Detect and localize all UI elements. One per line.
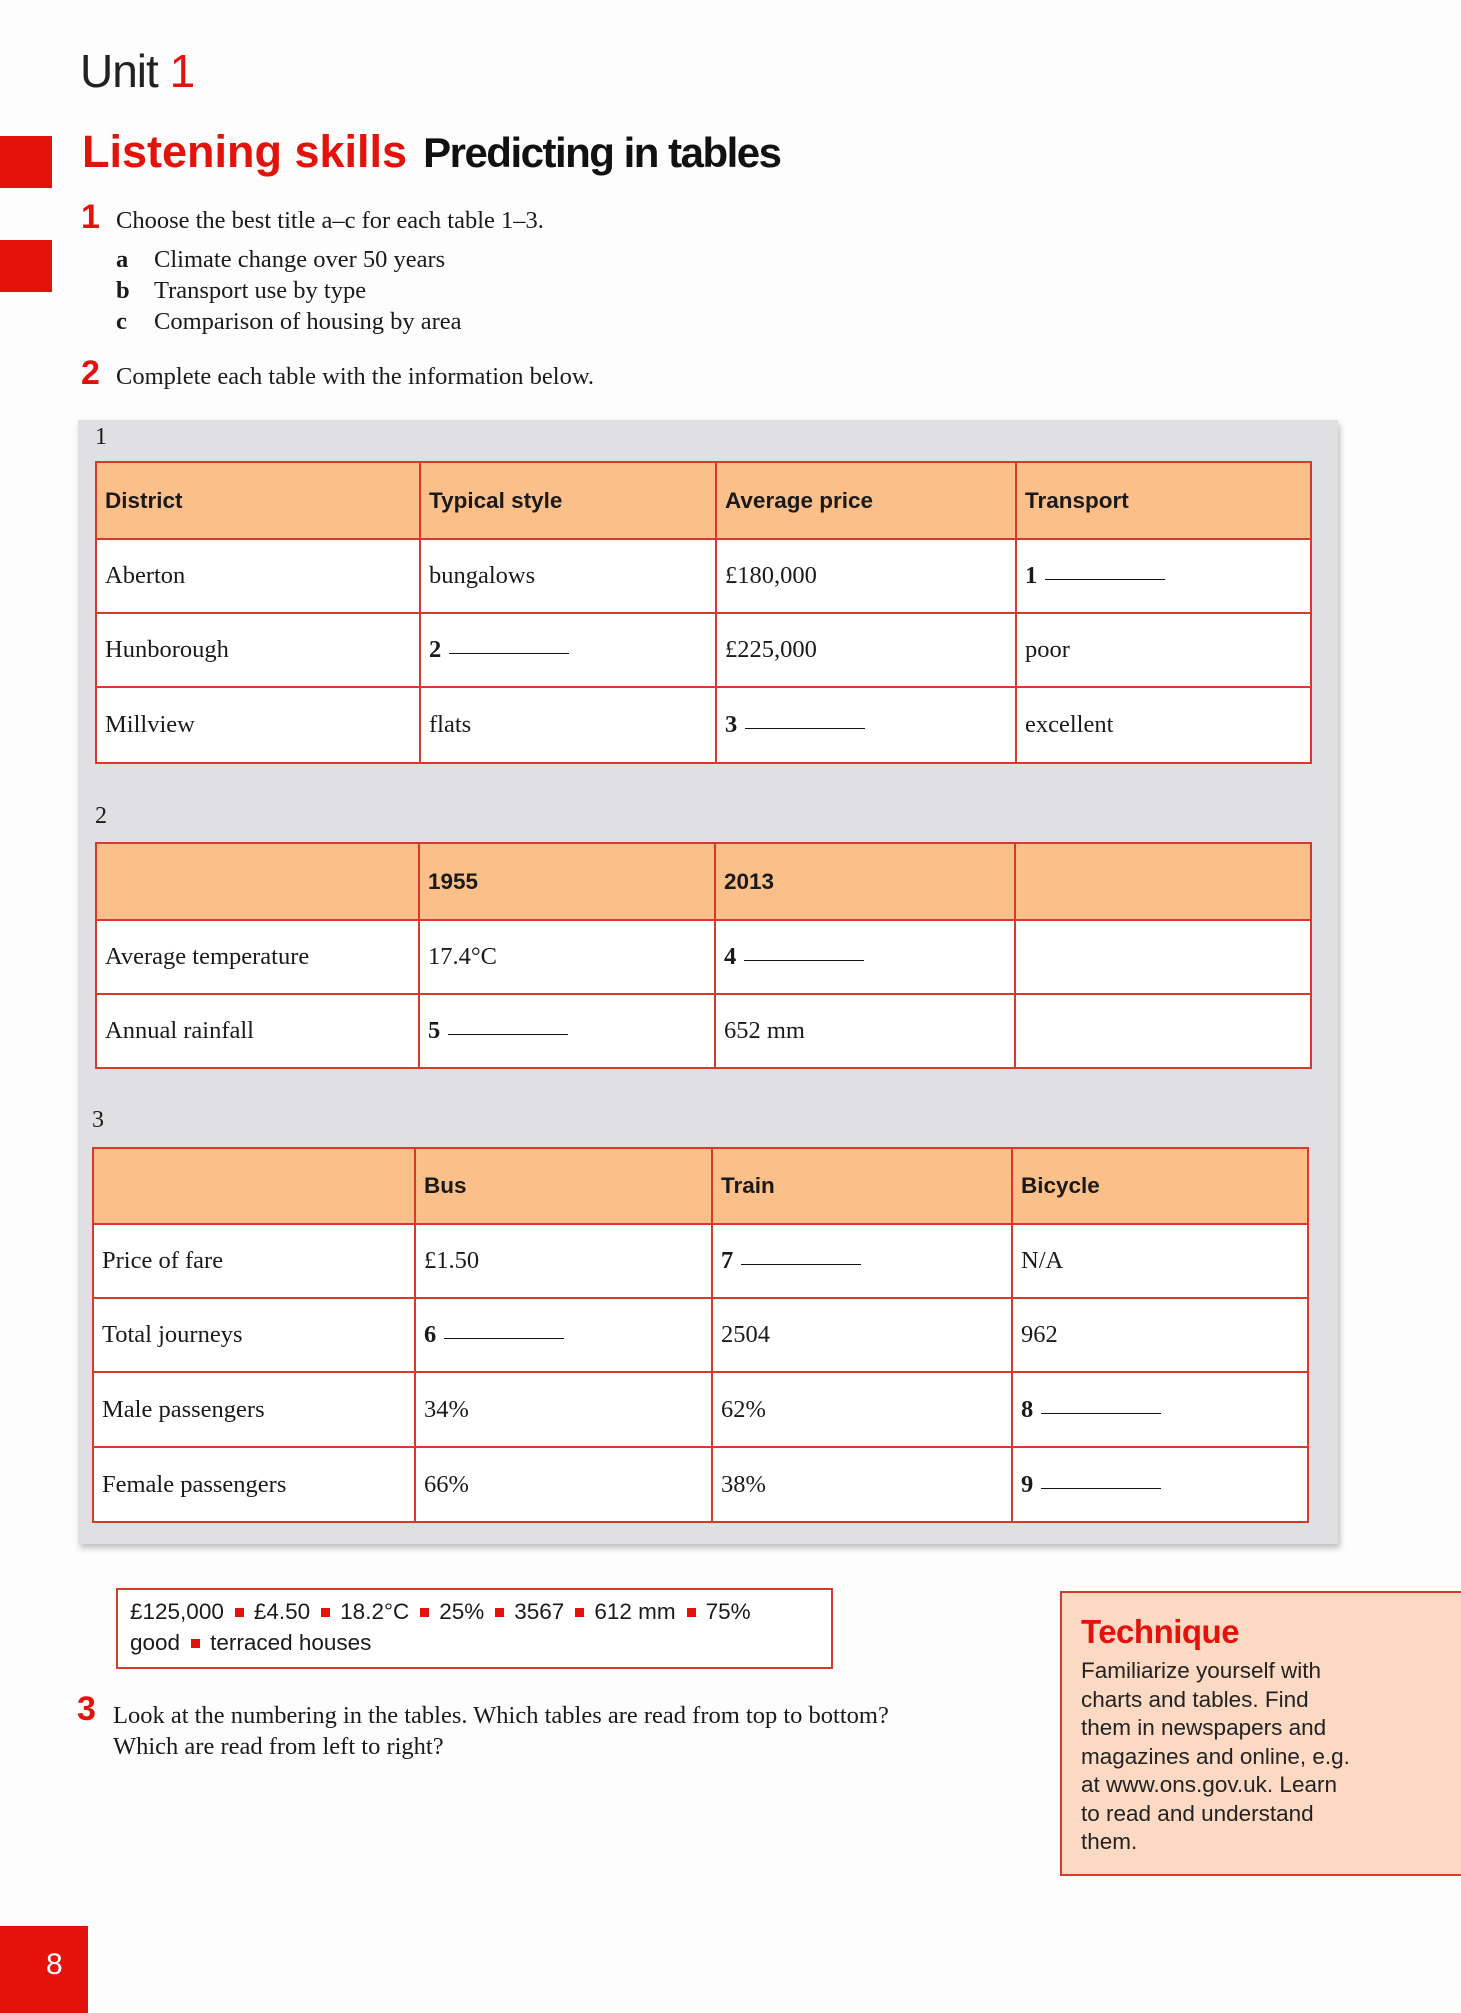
option-b-letter: b	[116, 277, 130, 304]
page-number: 8	[0, 1926, 88, 2013]
blank-answer-3[interactable]	[716, 687, 1016, 763]
table-cell: 62%	[712, 1372, 1012, 1447]
blank-answer-6[interactable]	[415, 1298, 712, 1372]
table-cell: Total journeys	[93, 1298, 415, 1372]
table-cell: £180,000	[716, 539, 1016, 613]
table-cell: N/A	[1012, 1224, 1308, 1298]
header-cell: Train	[712, 1148, 1012, 1224]
header-cell: Typical style	[420, 462, 716, 539]
blank-number: 8	[1021, 1396, 1161, 1423]
square-bullet-icon	[495, 1608, 504, 1617]
table-cell: 34%	[415, 1372, 712, 1447]
table-row	[96, 539, 1311, 613]
blank-number: 9	[1021, 1471, 1161, 1498]
blank-number: 5	[428, 1017, 568, 1044]
square-bullet-icon	[235, 1608, 244, 1617]
table-cell: 652 mm	[715, 994, 1015, 1068]
option-a-letter: a	[116, 246, 129, 273]
technique-title: Technique	[1081, 1613, 1240, 1650]
option-c-letter: c	[116, 308, 127, 335]
blank-number: 6	[424, 1321, 564, 1348]
table-cell: excellent	[1016, 687, 1311, 763]
table-row	[96, 613, 1311, 687]
blank-answer-9[interactable]	[1012, 1447, 1308, 1522]
table-cell: Aberton	[96, 539, 420, 613]
word-option: 75%	[705, 1599, 751, 1624]
table-cell: 962	[1012, 1298, 1308, 1372]
blank-number: 7	[721, 1247, 861, 1274]
square-bullet-icon	[191, 1639, 200, 1648]
option-c	[116, 308, 462, 336]
table-3	[92, 1147, 1309, 1523]
square-bullet-icon	[575, 1608, 584, 1617]
word-option: £125,000	[130, 1599, 224, 1624]
table-row	[96, 994, 1311, 1068]
section-heading	[82, 126, 781, 178]
word-option: terraced houses	[210, 1630, 372, 1655]
table-row	[96, 687, 1311, 763]
technique-body: Familiarize yourself with charts and tables. Find them in newspapers and magazines and online, e.g. at www.ons.gov.uk. Learn to read and understand them.	[1081, 1658, 1350, 1854]
section-title-red: Listening skills	[82, 126, 408, 177]
header-cell: 2013	[715, 843, 1015, 920]
square-bullet-icon	[687, 1608, 696, 1617]
table-cell: Hunborough	[96, 613, 420, 687]
table-row	[93, 1224, 1308, 1298]
header-cell: Bus	[415, 1148, 712, 1224]
word-option: £4.50	[253, 1599, 311, 1624]
blank-answer-8[interactable]	[1012, 1372, 1308, 1447]
table-cell: £225,000	[716, 613, 1016, 687]
table-cell	[1015, 920, 1311, 994]
word-option: 25%	[439, 1599, 485, 1624]
option-c-text: Comparison of housing by area	[154, 308, 462, 335]
table-cell: 17.4°C	[419, 920, 715, 994]
table-cell: poor	[1016, 613, 1311, 687]
option-b	[116, 277, 366, 305]
table-cell: 2504	[712, 1298, 1012, 1372]
question-2-text: Complete each table with the information below.	[116, 363, 595, 390]
side-tab-lower	[0, 240, 52, 292]
tables-panel	[78, 420, 1338, 1544]
table-header-row	[96, 462, 1311, 539]
unit-number: 1	[169, 45, 195, 97]
unit-label: Unit	[80, 45, 158, 97]
header-cell	[93, 1148, 415, 1224]
table-cell: £1.50	[415, 1224, 712, 1298]
table-row	[93, 1298, 1308, 1372]
side-tab-upper	[0, 136, 52, 188]
blank-number: 2	[429, 636, 569, 663]
blank-answer-4[interactable]	[715, 920, 1015, 994]
word-box	[116, 1588, 833, 1669]
header-cell	[96, 843, 419, 920]
table-3-label: 3	[92, 1107, 104, 1133]
blank-number: 3	[725, 711, 865, 738]
header-cell	[1015, 843, 1311, 920]
word-option: 612 mm	[594, 1599, 676, 1624]
header-cell: District	[96, 462, 420, 539]
option-b-text: Transport use by type	[154, 277, 367, 304]
technique-box	[1060, 1591, 1461, 1876]
table-header-row	[96, 843, 1311, 920]
table-cell: Millview	[96, 687, 420, 763]
word-option: 18.2°C	[340, 1599, 410, 1624]
table-cell: Average temperature	[96, 920, 419, 994]
option-a	[116, 246, 445, 274]
blank-answer-5[interactable]	[419, 994, 715, 1068]
unit-title	[80, 44, 194, 98]
header-cell: 1955	[419, 843, 715, 920]
table-header-row	[93, 1148, 1308, 1224]
table-cell: Female passengers	[93, 1447, 415, 1522]
table-row	[93, 1372, 1308, 1447]
question-3-text: Look at the numbering in the tables. Which tables are read from top to bottom? Which are read from left to right?	[113, 1702, 889, 1760]
word-box-line-2	[130, 1627, 831, 1658]
table-cell	[1015, 994, 1311, 1068]
square-bullet-icon	[321, 1608, 330, 1617]
table-cell: 66%	[415, 1447, 712, 1522]
table-1-label: 1	[95, 424, 107, 450]
section-title-black: Predicting in tables	[423, 129, 781, 176]
header-cell: Transport	[1016, 462, 1311, 539]
word-option: 3567	[514, 1599, 565, 1624]
blank-answer-1[interactable]	[1016, 539, 1311, 613]
table-cell: 38%	[712, 1447, 1012, 1522]
blank-answer-7[interactable]	[712, 1224, 1012, 1298]
table-row	[96, 920, 1311, 994]
table-cell: Annual rainfall	[96, 994, 419, 1068]
blank-number: 4	[724, 943, 864, 970]
square-bullet-icon	[420, 1608, 429, 1617]
table-1	[95, 461, 1312, 764]
table-cell: Price of fare	[93, 1224, 415, 1298]
blank-answer-2[interactable]	[420, 613, 716, 687]
question-2-number: 2	[81, 354, 100, 392]
header-cell: Bicycle	[1012, 1148, 1308, 1224]
header-cell: Average price	[716, 462, 1016, 539]
table-cell: Male passengers	[93, 1372, 415, 1447]
question-1-number: 1	[81, 198, 100, 236]
blank-number: 1	[1025, 562, 1165, 589]
table-2-label: 2	[95, 803, 107, 829]
word-box-line-1	[130, 1596, 831, 1627]
table-cell: bungalows	[420, 539, 716, 613]
question-1-text: Choose the best title a–c for each table 1–3.	[116, 207, 544, 234]
word-option: good	[130, 1630, 181, 1655]
table-row	[93, 1447, 1308, 1522]
question-3-number: 3	[77, 1690, 96, 1728]
table-cell: flats	[420, 687, 716, 763]
table-2	[95, 842, 1312, 1069]
option-a-text: Climate change over 50 years	[154, 246, 446, 273]
